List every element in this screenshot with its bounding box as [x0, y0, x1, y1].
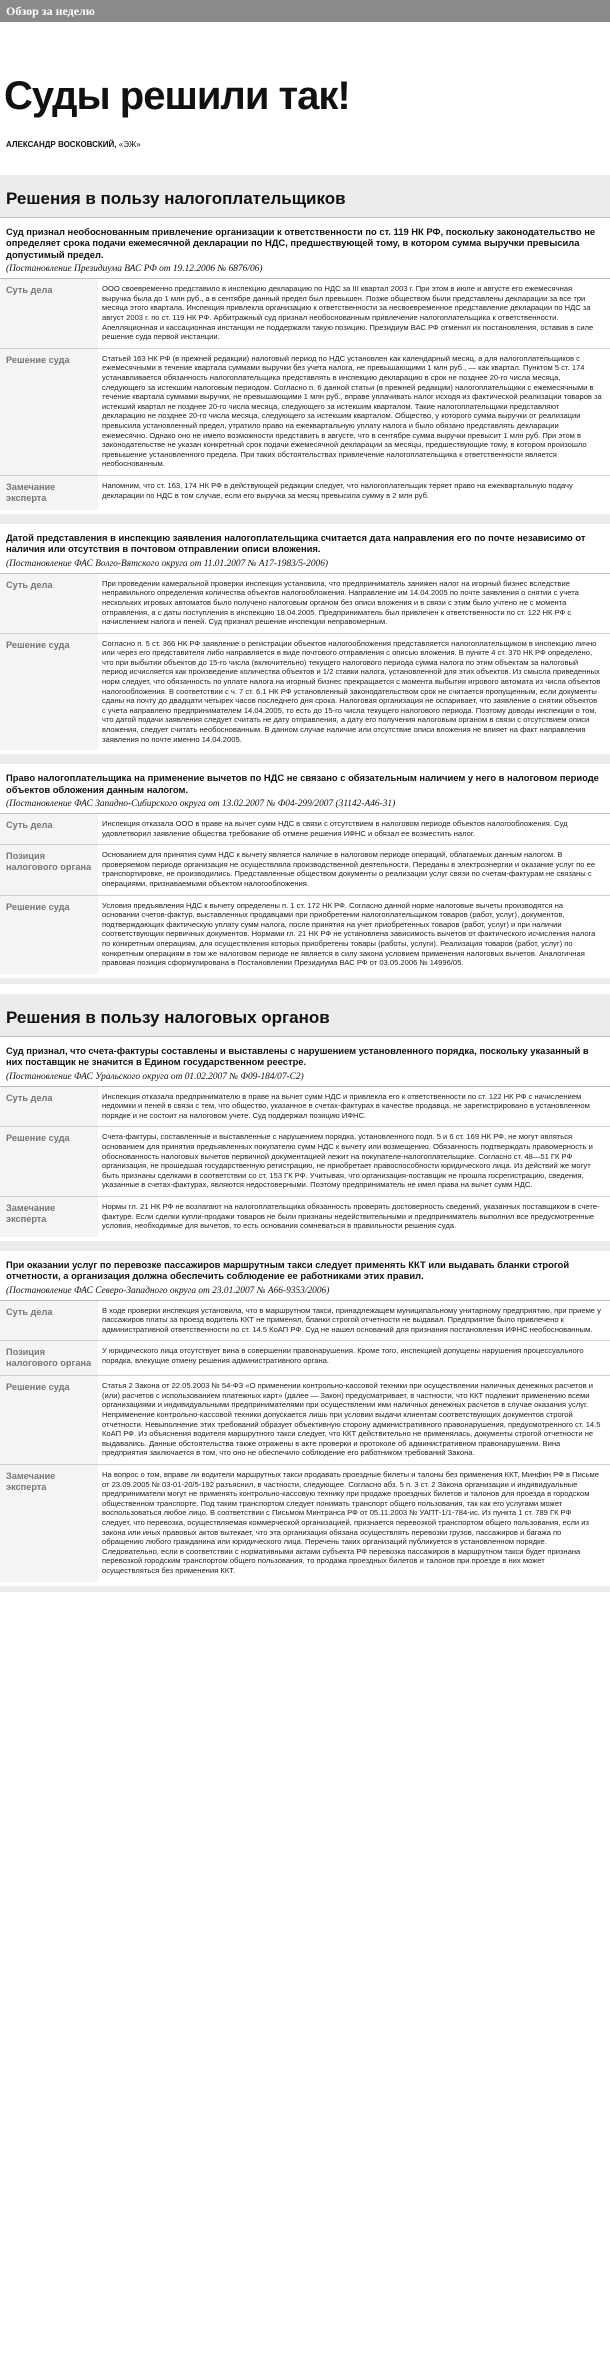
row-label: Решение суда: [6, 639, 70, 650]
case-row: [0, 1465, 610, 1582]
row-label: Суть дела: [6, 1092, 53, 1103]
case-row: [0, 1197, 610, 1237]
row-label: Замечание эксперта: [6, 1202, 56, 1224]
row-text: Напомним, что ст. 163, 174 НК РФ в действующей редакции следует, что налогоплательщик теряет право на ежеквартальную подачу декларации по НДС в том случае, если его выручка за месяц превысила сумму в 2 млн руб.: [98, 476, 610, 510]
row-text: Счета-фактуры, составленные и выставленные с нарушением порядка, установленного подп. 5 и 6 ст. 169 НК РФ, не могут являться основанием для принятия предъявленных покупателю сумм НДС к вычету или возмещению. Обязанность подтверждать правомерность и обоснованность налоговых вычетов первичной документацией лежит на покупателе-налогоплательщике. Согласно ст. 48—51 ГК РФ организация, не прошедшая государственную регистрацию, не приобретает правоспособности юридического лица. Из действий же могут быть признаны сделками в соответствии со ст. 153 ГК РФ. Учитывая, что организация-поставщик не прошла госрегистрацию, сведения, указанные в счетах-фактурах, являются недостоверными. Поэтому предприниматель не имел права на вычет сумм НДС.: [98, 1127, 610, 1196]
case-row: [0, 279, 610, 349]
row-text: Нормы гл. 21 НК РФ не возлагают на налогоплательщика обязанность проверять достоверность сведений, указанных поставщиком в счете-фактуре. Если сделки купли-продажи товаров не были признаны недействительными и предприниматель выполнил все предусмотренные условия, необходимые для вычетов, то есть основания сомневаться в правильности решения суда.: [98, 1197, 610, 1237]
case-row: [0, 349, 610, 476]
case-separator: [0, 514, 610, 524]
case-lead: Право налогоплательщика на применение вычетов по НДС не связано с обязательным наличием у него в налоговом периоде объектов обложения данным налогом.: [6, 772, 599, 795]
page-title: Суды решили так!: [4, 74, 350, 118]
row-label: Суть дела: [6, 579, 53, 590]
row-text: При проведении камеральной проверки инспекция установила, что предприниматель занижен налог на игорный бизнес вследствие неправильного определения количества объектов налогообложения. Направление им 14.04.2005 по почте заявления о снятии с учета нескольких игровых автоматов было получено налоговым органом без описи вложения и в связи с этим было учтено не с момента отправления, а с даты поступления в инспекцию 18.04.2005. Предприниматель был привлечен к ответственности по ст. 122 НК РФ с начислением налога и пеней. Суд признал решение инспекции неправомерным.: [98, 574, 610, 633]
author-source: «ЭЖ»: [118, 140, 141, 149]
row-text: На вопрос о том, вправе ли водители маршрутных такси продавать проездные билеты и талоны без применения ККТ, Минфин РФ в Письме от 23.09.2005 № 03-01-20/5-192 разъяснил, в частности, следующее. Согласно абз. 5 п. 3 ст. 2 Закона организации и индивидуальные предприниматели могут не применять контрольно-кассовую технику при продаже проездных билетов и талонов для проезда в городском общественном транспорте. Под таким транспортом следует понимать транспорт общего пользования, так как его услугами может воспользоваться любое лицо. В соответствии с Письмом Минтранса РФ от 05.11.2003 № УАПТ-1/1-784-ис. Из пункта 1 ст. 789 ГК РФ следует, что перевозка, осуществляемая коммерческой организацией, признается перевозкой транспортом общего пользования, если из закона или иных правовых актов вытекает, что эта организация обязана осуществлять перевозки грузов, пассажиров и багажа по обращению любого гражданина или юридического лица. Перечень таких организаций публикуется в установленном порядке. Следовательно, если в соответствии с нормативными актами субъекта РФ перевозка пассажиров в маршрутном такси будет признана перевозкой городским транспортом общего пользования, то продажа проездных билетов и талонов при проезде в них может осуществляться без применения ККТ.: [98, 1465, 610, 1582]
row-label: Суть дела: [6, 285, 53, 296]
case-reference: (Постановление ФАС Северо-Западного округа от 23.01.2007 № А66-9353/2006): [0, 1286, 610, 1301]
case-reference: (Постановление ФАС Волго-Вятского округа от 11.01.2007 № А17-1983/5-2006): [0, 559, 610, 574]
row-text: Статья 2 Закона от 22.05.2003 № 54-ФЗ «О применении контрольно-кассовой техники при осуществлении наличных денежных расчетов и (или) расчетов с использованием платежных карт» (далее — Закон) предусматривает, в частности, что ККТ подлежит применению всеми организациями и индивидуальными предпринимателями при осуществлении ими наличных денежных расчетов в случае оказания услуг. Неприменение контрольно-кассовой техники допускается лишь при условии выдачи клиентам соответствующих документов строгой отчетности. Невыполнение этих требований образует объективную сторону административного правонарушения, предусмотренного ст. 14.5 КоАП РФ. Из объяснения водителя маршрутного такси следует, что ККТ действительно не применялась, документы строгой отчетности не выдавались. Данные обстоятельства также отражены в акте проверки и протоколе об административном правонарушении. Вина предприятия заключается в том, что оно не обеспечило соблюдение его работником требований Закона.: [98, 1376, 610, 1464]
sections-container: [0, 175, 610, 1592]
row-label: Суть дела: [6, 820, 53, 831]
rubric-bar: [0, 0, 610, 22]
row-label: Суть дела: [6, 1306, 53, 1317]
row-text: Основанием для принятия сумм НДС к вычету является наличие в налоговом периоде операций, облагаемых данным налогом. В проверяемом периоде организация не осуществляла производственной деятельности. Переданы в электроэнергии и оказание услуг по ее транспортировке, не производились. Представленные обществом документы о реализации услуг связи по счетам-фактурам не связаны с операциями, признаваемыми объектом налогообложения.: [98, 845, 610, 894]
court-case: [0, 524, 610, 754]
row-label: Решение суда: [6, 354, 70, 365]
case-row: [0, 634, 610, 751]
case-row: [0, 476, 610, 510]
case-reference: (Постановление Президиума ВАС РФ от 19.12.2006 № 6876/06): [0, 264, 610, 279]
court-case: [0, 764, 610, 978]
case-lead: При оказании услуг по перевозке пассажиров маршрутным такси следует применять ККТ или выдавать бланки строгой отчетности, а организация должна обеспечить соблюдение ее работниками этих правил.: [6, 1258, 570, 1282]
row-text: У юридического лица отсутствует вина в совершении правонарушения. Кроме того, инспекцией допущены нарушения процессуального порядка, влекущие отмену решения административного органа.: [98, 1341, 610, 1375]
row-text: Условия предъявления НДС к вычету определены п. 1 ст. 172 НК РФ. Согласно данной норме налоговые вычеты производятся на основании счетов-фактур, выставленных продавцами при приобретении налогоплательщиком товаров (работ, услуг), документов, подтверждающих фактическую уплату сумм налога, после принятия на учет приобретенных товаров (работ, услуг) и при наличии соответствующих первичных документов. Нормами гл. 21 НК РФ не установлена зависимость вычетов от фактического исчисления налога по конкретным операциям, для осуществления которых приобретены товары (работы, услуги). Реализация товаров (работ, услуг) по конкретным операциям в том же налоговом периоде не является в силу закона условием применения налоговых вычетов. Аналогичная правовая позиция сформулирована в Постановлении Президиума ВАС РФ от 03.05.2006 № 14996/05.: [98, 896, 610, 974]
row-text: В ходе проверки инспекция установила, что в маршрутном такси, принадлежащем муниципальному унитарному предприятию, при приеме у пассажиров платы за проезд водитель ККТ не применял, бланки строгой отчетности не выдавал. Предприятие было привлечено к административной ответственности по ст. 14.5 КоАП РФ. Суд не нашел оснований для признания постановления ИФНС необоснованным.: [98, 1301, 610, 1341]
case-reference: (Постановление ФАС Западно-Сибирского округа от 13.02.2007 № Ф04-299/2007 (31142-А46-31): [0, 799, 610, 814]
section-heading: Решения в пользу налогоплательщиков: [0, 175, 610, 218]
court-case: [0, 218, 610, 514]
row-text: ООО своевременно представило в инспекцию декларацию по НДС за III квартал 2003 г. При этом в июле и августе его ежемесячная выручка была до 1 млн руб., а в сентябре данный предел был превышен. Позже обществом были представлены декларации за все три месяца этого квартала. Инспекция привлекла организацию к ответственности за несвоевременное представление декларации по НДС за август 2003 г. по ст. 119 НК РФ. Арбитражный суд признал необоснованным привлечение налогоплательщика к ответственности. Апелляционная и кассационная инстанции не поддержали такую позицию. Президиум ВАС РФ отменил их постановления, оставив в силе решение суда первой инстанции.: [98, 279, 610, 348]
case-row: [0, 1127, 610, 1197]
row-text: Статьей 163 НК РФ (в прежней редакции) налоговый период по НДС установлен как календарный месяц, а для налогоплательщиков с ежемесячными в течение квартала суммами выручки без учета налога, не превышающими 1 млн руб., — как квартал. Пунктом 5 ст. 174 устанавливается обязанность налогоплательщика представлять в инспекцию декларацию в срок не позднее 20-го числа месяца, следующего за истекшим налоговым периодом. Согласно п. 6 данной статьи (в прежней редакции) налогоплательщики с ежемесячными в течение квартала суммами выручки, не превышающими 1 млн руб., вправе уплачивать налог исходя из фактической реализации товаров за истекший квартал не позднее 20-го числа месяца, следующего за истекшим кварталом. Такие налогоплательщики представляют декларацию не позднее 20-го числа месяца, следующего за истекшим кварталом. Общество, у которого сумма выручки от реализации превысила установленный предел, утратило право на ежеквартальную уплату налога и было обязано представлять декларации ежемесячно. Однако оно не имело возможности представить в августе, что в сентябре сумма выручки превысит 1 млн руб. При этом в законодательстве не указан конкретный срок подачи ежемесячной декларации за месяцы, предшествующие тому, в котором произошло превышение установленного предела. При таких обстоятельствах привлечение налогоплательщика к ответственности является необоснованным.: [98, 349, 610, 475]
case-reference: (Постановление ФАС Уральского округа от 01.02.2007 № Ф09-184/07-С2): [0, 1072, 610, 1087]
case-separator: [0, 1241, 610, 1251]
row-label: Замечание эксперта: [6, 481, 56, 503]
court-case: [0, 1251, 610, 1586]
row-label: Позиция налогового органа: [6, 851, 92, 873]
author-name: АЛЕКСАНДР ВОСКОВСКИЙ,: [6, 140, 117, 149]
case-lead: Суд признал необоснованным привлечение организации к ответственности по ст. 119 НК РФ, поскольку законодательство не определяет срока подачи ежемесячной декларации по НДС, предшествующей тому, в котором сумма выручки превысила допустимый предел.: [6, 226, 596, 260]
byline: [0, 118, 610, 149]
row-label: Замечание эксперта: [6, 1471, 56, 1493]
case-row: [0, 1341, 610, 1376]
case-row: [0, 1087, 610, 1128]
row-label: Решение суда: [6, 901, 70, 912]
section: [0, 175, 610, 984]
case-row: [0, 845, 610, 895]
case-row: [0, 896, 610, 974]
case-row: [0, 814, 610, 845]
row-text: Инспекция отказала ООО в праве на вычет сумм НДС в связи с отсутствием в налоговом периоде объектов налогообложения. Суд удовлетворил заявление общества требование об отмене решения ИФНС и обязал ее возместить налог.: [98, 814, 610, 844]
court-case: [0, 1037, 610, 1241]
case-row: [0, 1301, 610, 1342]
row-label: Решение суда: [6, 1133, 70, 1144]
section: [0, 994, 610, 1592]
row-text: Согласно п. 5 ст. 366 НК РФ заявление о регистрации объектов налогообложения представляется налогоплательщиком в инспекцию лично или через его представителя либо направляется в виде почтового отправления с описью вложения. В пункте 4 ст. 370 НК РФ определено, что при выбытии объектов до 15-го числа (включительно) текущего налогового периода сумма налога по этим объектам за налоговый период исчисляется как произведение количества объектов и 1/2 ставки налога, установленной для этих объектов. Из смысла приведенных норм следует, что обязанность по уплате налога на игорный бизнес прекращается с момента выбытия игрового автомата из числа объектов налогообложения. В соответствии с ч. 7 ст. 6.1 НК РФ установленный законодательством срок не считается пропущенным, если документы сданы на почту до двадцати четырех часов последнего дня срока. Налоговая организация не оспаривает, что заявление о снятии объектов с учета направлено предпринимателем 14.04.2005, то есть до 15-го числа текущего налогового периода. Поэтому доводы инспекции о том, что датой подачи заявления следует считать не дату отправления, а дату его получения налоговым органом в связи с отсутствием описи вложения, следует считать необоснованным. В данном случае наличие или отсутствие описи вложения не влияет на факт направления заявления по почте именно 14.04.2005.: [98, 634, 610, 751]
section-heading: Решения в пользу налоговых органов: [0, 994, 610, 1037]
case-lead: Суд признал, что счета-фактуры составлены и выставлены с нарушением установленного порядка, поскольку указанный в них поставщик не значится в Едином государственном реестре.: [6, 1044, 589, 1068]
row-label: Позиция налогового органа: [6, 1347, 92, 1369]
row-text: Инспекция отказала предпринимателю в праве на вычет сумм НДС и привлекла его к ответственности по ст. 122 НК РФ с начислением недоимки и пеней в связи с тем, что общество, указанное в счетах-фактурах в качестве продавца, не зарегистрировано в установленном порядке и не состоит на налоговом учете. Суд поддержал позицию ИФНС.: [98, 1087, 610, 1127]
case-row: [0, 1376, 610, 1465]
case-row: [0, 574, 610, 634]
row-label: Решение суда: [6, 1382, 70, 1393]
case-separator: [0, 754, 610, 764]
rubric-label: Обзор за неделю: [6, 4, 95, 18]
case-lead: Датой представления в инспекцию заявления налогоплательщика считается дата направления его по почте независимо от наличия или отсутствия в почтовом отправлении описи вложения.: [6, 531, 586, 555]
